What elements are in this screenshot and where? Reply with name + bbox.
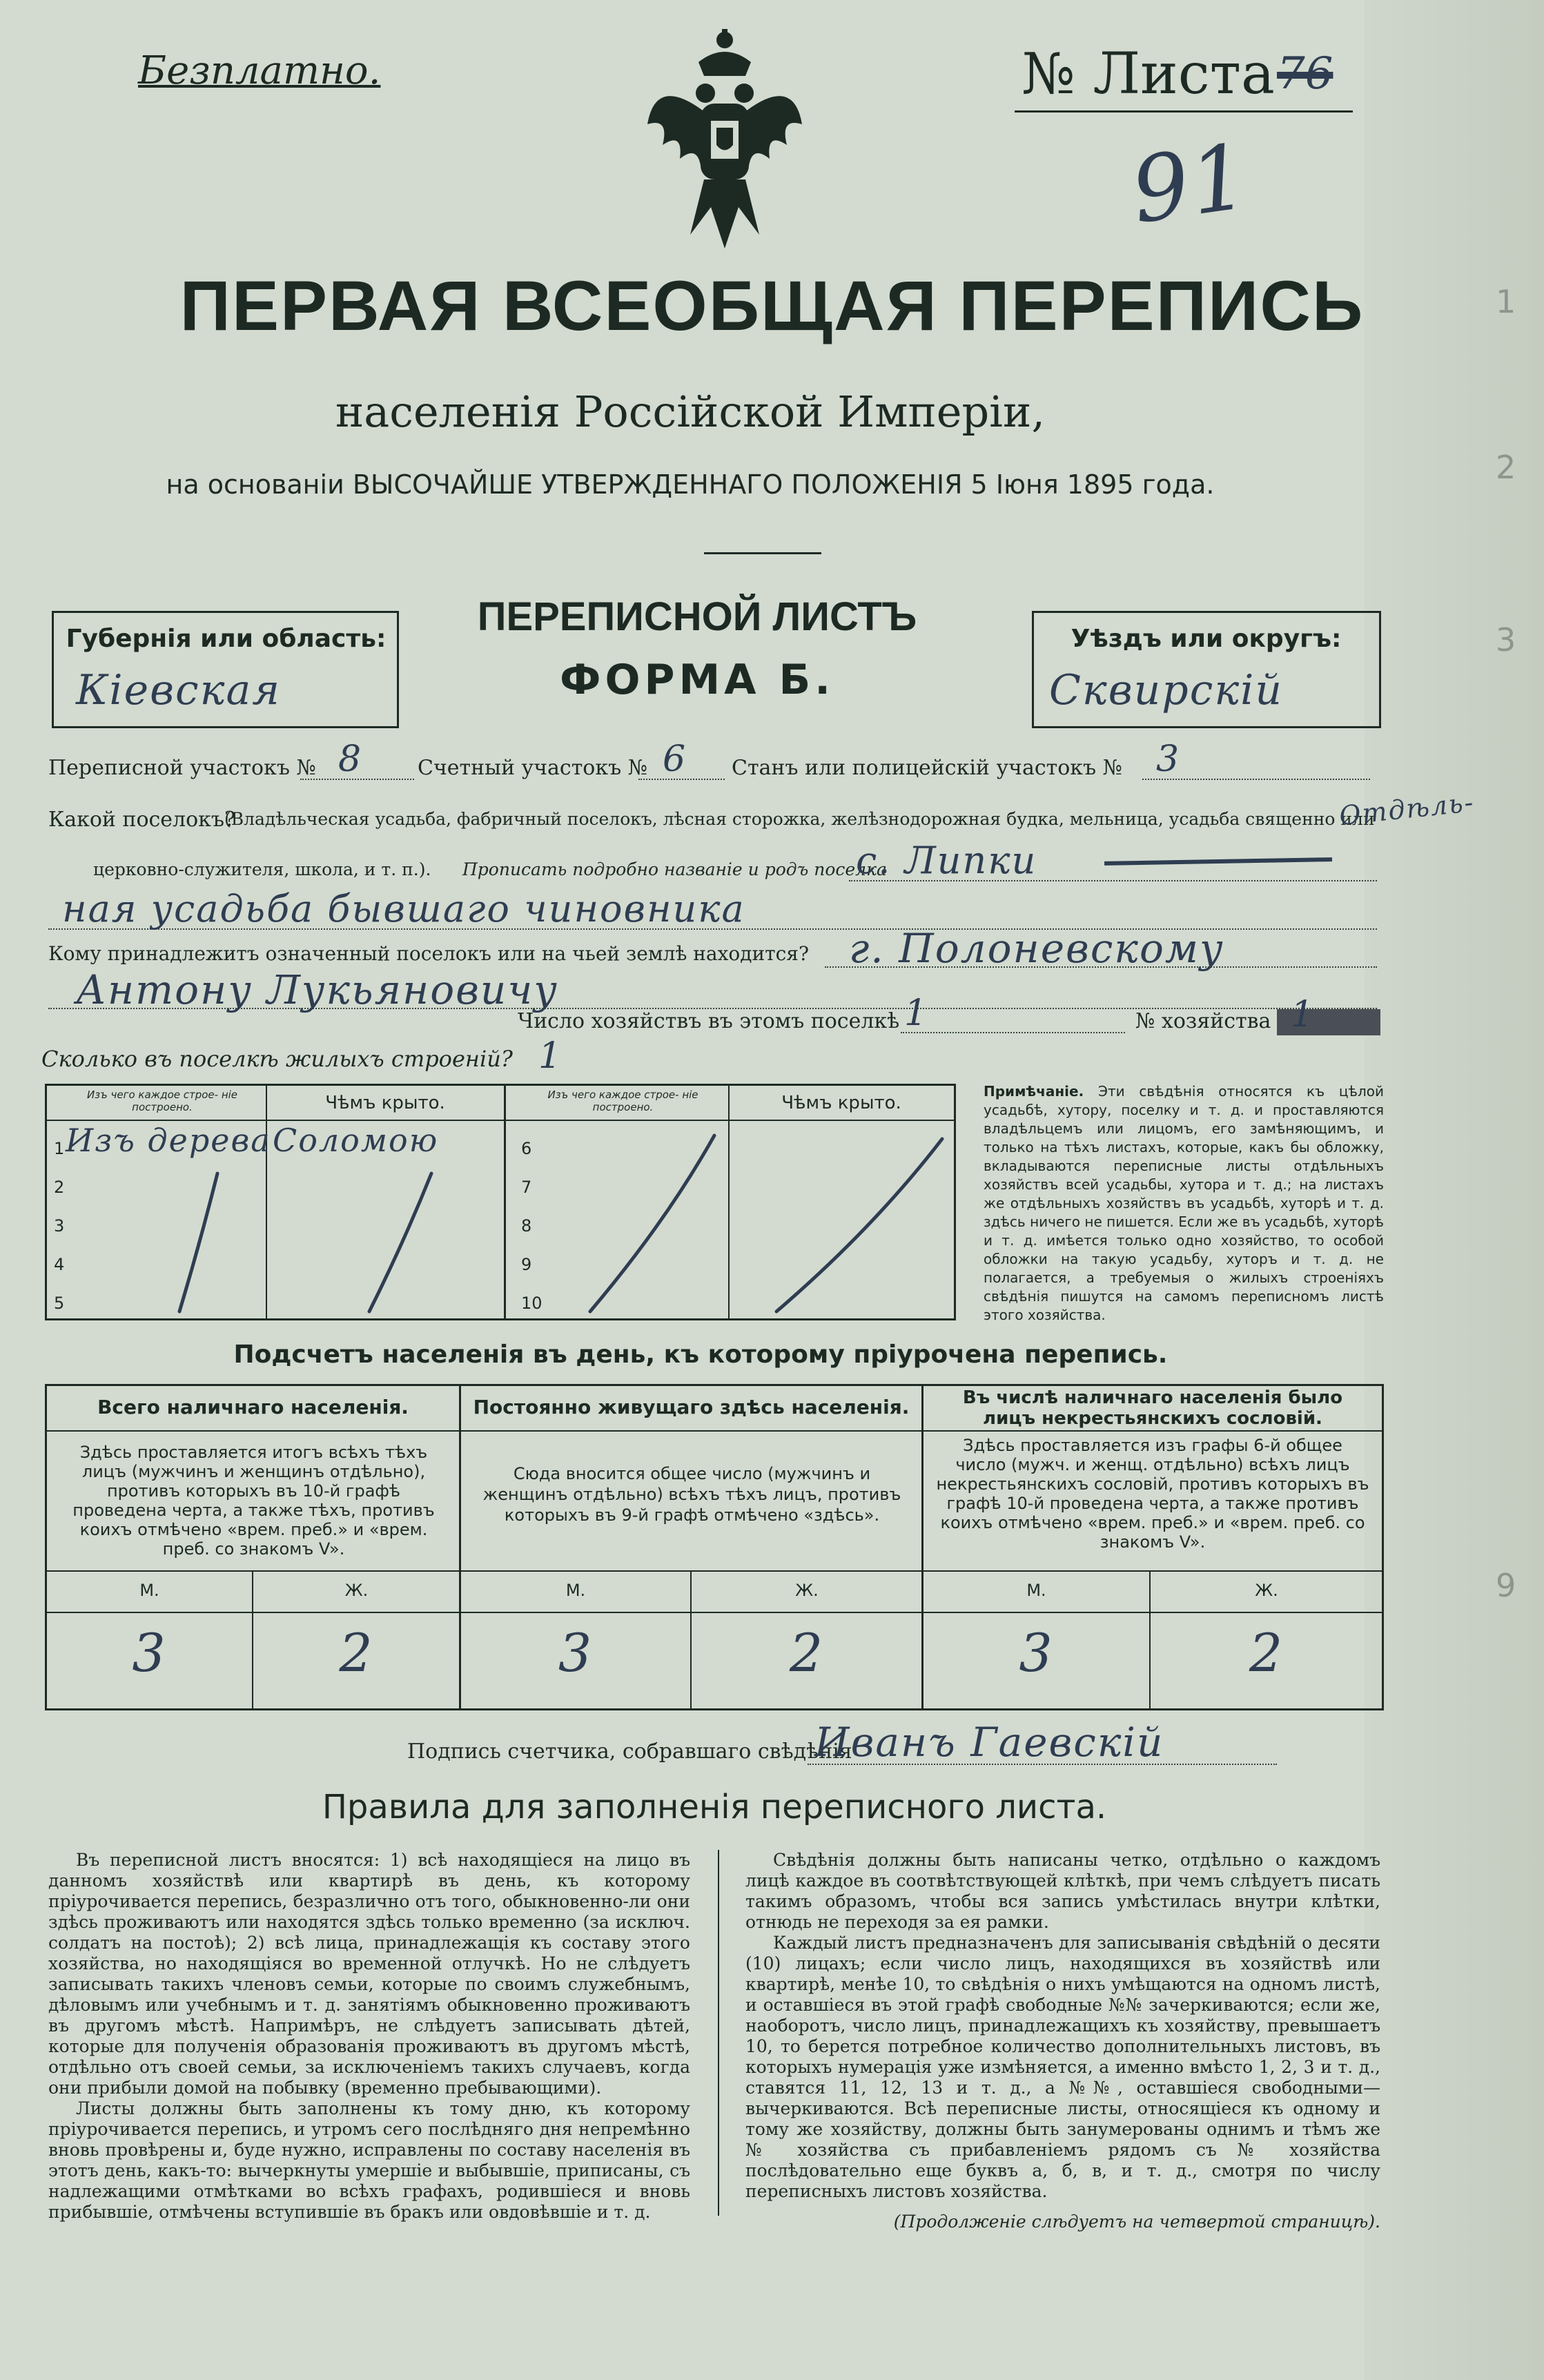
rules-left-column bbox=[48, 1850, 690, 2223]
signature-value: Иванъ Гаевскій bbox=[814, 1719, 1164, 1766]
col3-header: Въ числѣ наличнаго населенія было лицъ некрестьянскихъ сословій. bbox=[962, 1387, 1343, 1429]
settlement-value-2: ная усадьба бывшаго чиновника bbox=[62, 887, 745, 930]
col1-header: Всего наличнаго населенія. bbox=[97, 1396, 409, 1418]
col2-female-value: 2 bbox=[789, 1622, 825, 1684]
col1-female-label: Ж. bbox=[344, 1581, 369, 1600]
row1-material: Изъ дерева bbox=[66, 1122, 271, 1159]
province-label: Губернія или область: bbox=[66, 625, 387, 653]
district-label: Уѣздъ или округъ: bbox=[1071, 625, 1342, 653]
underlying-pages-edge: 1 2 3 9 bbox=[1365, 0, 1544, 2380]
owner-question: Кому принадлежитъ означенный поселокъ или на чьей землѣ находится? bbox=[48, 942, 809, 965]
note-text: Эти свѣдѣнія относятся къ цѣлой усадьбѣ, хутору, поселку и т. д. и проставляются владѣльцемъ или лицомъ, его замѣняющимъ, и только на тѣхъ листахъ, которые, какъ бы обложку, вкладываются переписные листы отдѣльныхъ хозяйствъ всей усадьбы, хутора и т. д.; на листахъ же отдѣльныхъ хозяйствъ въ усадьбѣ, хуторѣ и т. д. здѣсь ничего не пишется. Если же въ усадьбѣ, хуторѣ и т. д. имѣется только одно хозяйство, то особой обложки на такую усадьбу, хуторъ и т. д. не полагается, а требуемыя о жилыхъ строеніяхъ свѣдѣнія пишутся на самомъ переписномъ листѣ этого хозяйства. bbox=[984, 1083, 1384, 1323]
col2-text: Сюда вносится общее число (мужчинъ и женщинъ отдѣльно) всѣхъ тѣхъ лицъ, противъ которыхъ въ 9-й графѣ отмѣчено «здѣсь». bbox=[482, 1464, 901, 1525]
col2-female-label: Ж. bbox=[795, 1581, 819, 1600]
decree-line: на основаніи ВЫСОЧАЙШЕ УТВЕРЖДЕННАГО ПОЛОЖЕНІЯ 5 Іюня 1895 года. bbox=[166, 469, 1215, 500]
settlement-hint-2: церковно-служителя, школа, и т. п.). bbox=[93, 859, 431, 879]
count-area-value: 6 bbox=[663, 739, 687, 780]
province-value: Кіевская bbox=[76, 666, 281, 714]
col1-male-label: М. bbox=[139, 1581, 159, 1600]
census-area-value: 8 bbox=[338, 739, 363, 780]
census-area-label: Переписной участокъ № bbox=[48, 756, 316, 780]
col1-male-value: 3 bbox=[132, 1622, 167, 1684]
col3-male-label: М. bbox=[1026, 1581, 1046, 1600]
settlement-hint-1: (Владѣльческая усадьба, фабричный поселокъ, лѣсная сторожка, желѣзнодорожная будка, мельница, усадьба священно или bbox=[224, 809, 1375, 829]
col3-text: Здѣсь проставляется изъ графы 6-й общее число (мужч. и женщ. отдѣльно) всѣхъ лицъ некрестьянскихъ сословій, противъ которыхъ въ графѣ 10-й проведена черта, а также противъ коихъ отмѣчено «врем. преб.» и «врем. преб. со знакомъ V». bbox=[936, 1436, 1369, 1552]
rules-right-column bbox=[745, 1850, 1380, 2232]
rules-right-paragraph-2: Каждый листъ предназначенъ для записыванія свѣдѣній о десяти (10) лицахъ; если число лицъ, находящихся въ хозяйствѣ или квартирѣ, менѣе 10, то свѣдѣнія о нихъ умѣщаются на одномъ листѣ, и оставшіеся въ этой графѣ свободные №№ зачеркиваются; если же, наоборотъ, число лицъ, принадлежащихъ къ хозяйству, превышаетъ 10, то берется потребное количество дополнительныхъ листовъ, въ которыхъ нумерація уже измѣняется, а именно вмѣсто 1, 2, 3 и т. д., ставятся 11, 12, 13 и т. д., а №№, оставшіеся свободными—вычеркиваются. Всѣ переписные листы, относящіеся къ одному и тому же хозяйству, должны быть занумерованы однимъ и тѣмъ же № хозяйства съ прибавленіемъ рядомъ съ № хозяйства послѣдовательно еще буквъ а, б, в, и т. д., смотря по числу переписныхъ листовъ хозяйства. bbox=[745, 1933, 1380, 2201]
count-area-label: Счетный участокъ № bbox=[418, 756, 648, 780]
row1-roof: Соломою bbox=[273, 1122, 439, 1159]
sheet-number-label: № Листа bbox=[1022, 41, 1275, 107]
rows-left: 1 2 3 4 5 bbox=[54, 1139, 65, 1313]
col2-male-value: 3 bbox=[558, 1622, 594, 1684]
owner-value-2: Антону Лукьяновичу bbox=[76, 966, 558, 1013]
household-number-label: № хозяйства bbox=[1135, 1009, 1271, 1033]
households-label: Число хозяйствъ въ этомъ поселкѣ bbox=[518, 1009, 900, 1033]
col2-header: Постоянно живущаго здѣсь населенія. bbox=[473, 1396, 910, 1418]
owner-value-1: г. Полоневскому bbox=[849, 925, 1224, 972]
col3-male-value: 3 bbox=[1019, 1622, 1054, 1684]
col-material-right: Изъ чего каждое строе- ніе построено. bbox=[547, 1089, 698, 1113]
settlement-question: Какой поселокъ? bbox=[48, 808, 236, 832]
household-number-value: 1 bbox=[1291, 994, 1316, 1035]
col3-female-value: 2 bbox=[1249, 1622, 1284, 1684]
note-title: Примѣчаніе. bbox=[984, 1083, 1084, 1100]
rules-title: Правила для заполненія переписного листа. bbox=[322, 1788, 1107, 1826]
imperial-eagle-icon bbox=[642, 28, 808, 255]
buildings-question: Сколько въ поселкѣ жилыхъ строеній? bbox=[41, 1046, 513, 1072]
page-title: ПЕРВАЯ ВСЕОБЩАЯ ПЕРЕПИСЬ bbox=[179, 266, 1365, 345]
sheet-title: ПЕРЕПИСНОЙ ЛИСТЪ bbox=[477, 594, 917, 639]
rules-continued-note: (Продолженіе слѣдуетъ на четвертой страницѣ). bbox=[893, 2212, 1380, 2232]
rules-left-paragraph-2: Листы должны быть заполнены къ тому дню, къ которому пріурочивается перепись, и утромъ сего послѣдняго дня непремѣнно вновь провѣрены и, буде нужно, исправлены по составу населенія въ этотъ день, какъ-то: вычеркнуты умершіе и выбывшіе, приписаны, съ надлежащими отмѣтками во всѣхъ графахъ, родившіеся и вновь прибывшіе, отмѣчены вступившіе въ бракъ или овдовѣвшіе и т. д. bbox=[48, 2098, 690, 2222]
settlement-value-insert: Отдѣль- bbox=[1338, 786, 1476, 832]
note-block bbox=[984, 1082, 1384, 1325]
settlement-hint-italic: Прописать подробно названіе и родъ поселка bbox=[462, 859, 887, 879]
sheet-number-struck: 76 bbox=[1277, 48, 1333, 99]
col1-text: Здѣсь проставляется итогъ всѣхъ тѣхъ лицъ (мужчинъ и женщинъ отдѣльно), противъ которыхъ въ 10-й графѣ проведена черта, а также тѣхъ, противъ коихъ отмѣчено «врем. преб.» и «врем. преб. со знакомъ V». bbox=[72, 1443, 435, 1559]
free-label: Безплатно. bbox=[138, 48, 381, 93]
district-value: Сквирскій bbox=[1049, 666, 1283, 714]
page-subtitle: населенія Россійской Имперіи, bbox=[335, 387, 1046, 437]
rows-right: 6 7 8 9 10 bbox=[521, 1139, 543, 1313]
col-material-left: Изъ чего каждое строе- ніе построено. bbox=[86, 1089, 238, 1113]
form-label: ФОРМА Б. bbox=[559, 656, 835, 704]
col-roof-left: Чѣмъ крыто. bbox=[325, 1093, 445, 1113]
col3-female-label: Ж. bbox=[1255, 1581, 1278, 1600]
rules-right-paragraph-1: Свѣдѣнія должны быть написаны четко, отдѣльно о каждомъ лицѣ каждое въ соотвѣтствующей клѣткѣ, при чемъ слѣдуетъ писать такимъ образомъ, чтобы вся запись умѣстилась внутри клѣтки, отнюдь не переходя за ея рамки. bbox=[745, 1850, 1380, 1932]
col2-male-label: М. bbox=[565, 1581, 586, 1600]
sheet-number-handwritten: 91 bbox=[1125, 123, 1256, 244]
table-strike-marks bbox=[45, 1084, 956, 1320]
police-area-label: Станъ или полицейскій участокъ № bbox=[732, 756, 1123, 780]
police-area-value: 3 bbox=[1156, 739, 1181, 780]
signature-label: Подпись счетчика, собравшаго свѣдѣнія bbox=[407, 1739, 852, 1764]
settlement-strikeout bbox=[1104, 857, 1332, 866]
population-title: Подсчетъ населенія въ день, къ которому пріурочена перепись. bbox=[233, 1340, 1168, 1369]
settlement-value-1: с. Липки bbox=[856, 839, 1037, 882]
buildings-value: 1 bbox=[538, 1035, 563, 1077]
col1-female-value: 2 bbox=[339, 1622, 374, 1684]
households-value: 1 bbox=[904, 993, 929, 1034]
col-roof-right: Чѣмъ крыто. bbox=[781, 1093, 901, 1113]
rules-left-paragraph-1: Въ переписной листъ вносятся: 1) всѣ находящіеся на лицо въ данномъ хозяйствѣ или квартирѣ въ день, къ которому пріурочивается перепись, безразлично отъ того, обыкновенно-ли они здѣсь проживаютъ или находятся здѣсь только временно (за исключ. солдатъ на постоѣ); 2) всѣ лица, принадлежащія къ составу этого хозяйства, но находящіяся во временной отлучкѣ. Но не слѣдуетъ записывать такихъ членовъ семьи, которые по своимъ служебнымъ, дѣловымъ или учебнымъ и т. д. занятіямъ обыкновенно проживаютъ въ другомъ мѣстѣ. Напримѣръ, не слѣдуетъ записывать дѣтей, которые для полученія образованія проживаютъ въ другомъ мѣстѣ, отдѣльно отъ своей семьи, за исключеніемъ такихъ случаевъ, когда они прибыли домой на побывку (временно пребывающими). bbox=[48, 1850, 690, 2098]
